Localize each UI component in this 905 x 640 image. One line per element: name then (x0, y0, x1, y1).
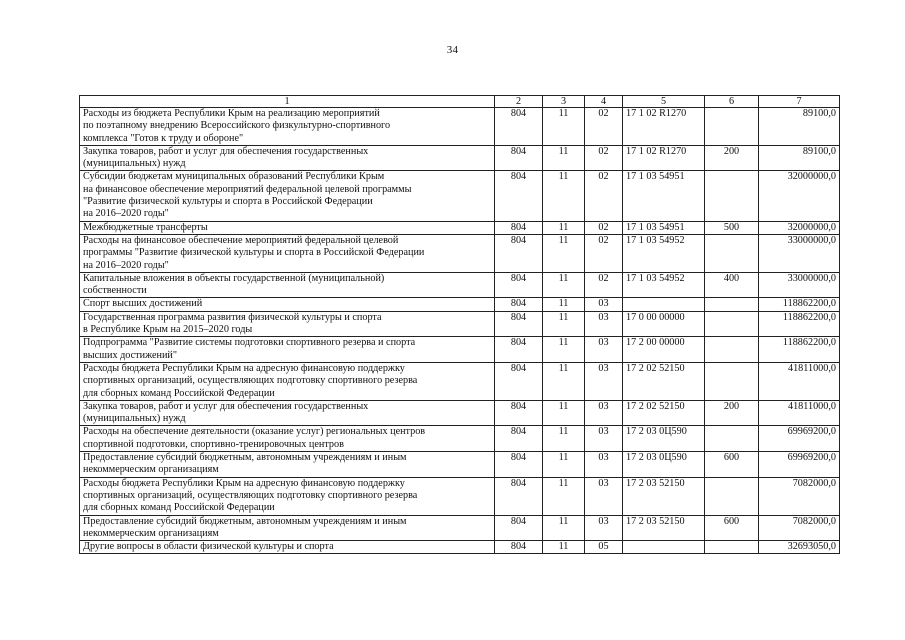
expense-name-line: программы "Развитие физической культуры и спорта в Российской Федерации (83, 247, 425, 259)
ministry-code-cell: 804 (495, 541, 543, 554)
section-code-cell: 11 (543, 515, 585, 541)
expense-name-line: (муниципальных) нужд (83, 158, 186, 170)
expense-name-line: Расходы на финансовое обеспечение мероприятий федеральной целевой (83, 234, 399, 246)
expense-name-line: Закупка товаров, работ и услуг для обеспечения государственных (83, 400, 369, 412)
table-row (80, 477, 840, 515)
amount-cell: 7082000,0 (759, 477, 840, 515)
section-code-cell: 11 (543, 145, 585, 171)
section-code-cell: 11 (543, 108, 585, 146)
ministry-code-cell: 804 (495, 108, 543, 146)
expense-name-cell (80, 108, 495, 146)
ministry-code-cell: 804 (495, 311, 543, 337)
expense-type-cell (705, 477, 759, 515)
expense-name-cell (80, 541, 495, 554)
expense-name-line: по поэтапному внедрению Всероссийского физкультурно-спортивного (83, 120, 391, 132)
expense-name-line: собственности (83, 285, 147, 297)
expense-name-cell (80, 426, 495, 452)
section-code-cell: 11 (543, 171, 585, 221)
table-row (80, 400, 840, 426)
expense-type-cell (705, 234, 759, 272)
section-code-cell: 11 (543, 272, 585, 298)
section-code-cell: 11 (543, 400, 585, 426)
section-code-cell: 11 (543, 221, 585, 234)
ministry-code-cell: 804 (495, 234, 543, 272)
subsection-code-cell: 02 (585, 234, 623, 272)
target-article-cell: 17 2 00 00000 (623, 337, 705, 363)
expense-name-cell (80, 298, 495, 311)
expense-name-line: для сборных команд Российской Федерации (83, 502, 275, 514)
subsection-code-cell: 05 (585, 541, 623, 554)
table-row (80, 515, 840, 541)
subsection-code-cell: 03 (585, 362, 623, 400)
expense-name-line: Государственная программа развития физической культуры и спорта (83, 311, 382, 323)
expense-type-cell (705, 171, 759, 221)
expense-name-line: Расходы на обеспечение деятельности (оказание услуг) региональных центров (83, 426, 426, 438)
table-body (80, 108, 840, 554)
section-code-cell: 11 (543, 337, 585, 363)
expense-type-cell: 500 (705, 221, 759, 234)
target-article-cell: 17 2 02 52150 (623, 400, 705, 426)
expense-type-cell: 200 (705, 400, 759, 426)
ministry-code-cell: 804 (495, 477, 543, 515)
amount-cell: 118862200,0 (759, 298, 840, 311)
subsection-code-cell: 02 (585, 108, 623, 146)
ministry-code-cell: 804 (495, 171, 543, 221)
amount-cell: 32000000,0 (759, 221, 840, 234)
subsection-code-cell: 02 (585, 272, 623, 298)
expense-name-line: Капитальные вложения в объекты государственной (муниципальной) (83, 272, 385, 284)
expense-name-line: Расходы бюджета Республики Крым на адресную финансовую поддержку (83, 477, 405, 489)
target-article-cell: 17 1 03 54952 (623, 272, 705, 298)
section-code-cell: 11 (543, 362, 585, 400)
expense-name-line: на финансовое обеспечение мероприятий федеральной целевой программы (83, 183, 412, 195)
amount-cell: 41811000,0 (759, 362, 840, 400)
table-row (80, 145, 840, 171)
subsection-code-cell: 03 (585, 298, 623, 311)
expense-name-line: спортивной подготовки, спортивно-тренировочных центров (83, 438, 344, 450)
expense-name-line: Межбюджетные трансферты (83, 221, 208, 233)
table-row (80, 298, 840, 311)
target-article-cell: 17 0 00 00000 (623, 311, 705, 337)
table-row (80, 171, 840, 221)
target-article-cell: 17 2 03 52150 (623, 477, 705, 515)
expense-name-line: спортивных организаций, осуществляющих подготовку спортивного резерва (83, 375, 418, 387)
target-article-cell (623, 298, 705, 311)
amount-cell: 69969200,0 (759, 452, 840, 478)
table-row (80, 221, 840, 234)
subsection-code-cell: 03 (585, 452, 623, 478)
expense-type-cell (705, 426, 759, 452)
table-row (80, 541, 840, 554)
table-row (80, 452, 840, 478)
target-article-cell: 17 2 02 52150 (623, 362, 705, 400)
expense-name-line: для сборных команд Российской Федерации (83, 387, 275, 399)
target-article-cell: 17 1 02 R1270 (623, 145, 705, 171)
expense-name-line: спортивных организаций, осуществляющих подготовку спортивного резерва (83, 489, 418, 501)
table-row (80, 108, 840, 146)
amount-cell: 32000000,0 (759, 171, 840, 221)
table-row (80, 272, 840, 298)
expense-name-cell (80, 234, 495, 272)
expense-name-line: Субсидии бюджетам муниципальных образований Республики Крым (83, 171, 385, 183)
ministry-code-cell: 804 (495, 515, 543, 541)
expense-name-line: Закупка товаров, работ и услуг для обеспечения государственных (83, 145, 369, 157)
table-header-row (80, 96, 840, 108)
amount-cell: 32693050,0 (759, 541, 840, 554)
expense-name-cell (80, 311, 495, 337)
table-row (80, 234, 840, 272)
expense-type-cell: 600 (705, 515, 759, 541)
expense-type-cell (705, 298, 759, 311)
subsection-code-cell: 02 (585, 171, 623, 221)
ministry-code-cell: 804 (495, 145, 543, 171)
ministry-code-cell: 804 (495, 337, 543, 363)
target-article-cell: 17 2 03 52150 (623, 515, 705, 541)
expense-name-line: Другие вопросы в области физической культуры и спорта (83, 541, 334, 553)
section-code-cell: 11 (543, 311, 585, 337)
expense-name-cell (80, 452, 495, 478)
table-row (80, 362, 840, 400)
subsection-code-cell: 03 (585, 337, 623, 363)
expense-name-line: Предоставление субсидий бюджетным, автономным учреждениям и иным (83, 452, 407, 464)
amount-cell: 41811000,0 (759, 400, 840, 426)
ministry-code-cell: 804 (495, 426, 543, 452)
expense-name-line: Предоставление субсидий бюджетным, автономным учреждениям и иным (83, 515, 407, 527)
ministry-code-cell: 804 (495, 452, 543, 478)
budget-table (79, 95, 840, 554)
section-code-cell: 11 (543, 541, 585, 554)
expense-name-line: (муниципальных) нужд (83, 413, 186, 425)
subsection-code-cell: 03 (585, 477, 623, 515)
table-row (80, 337, 840, 363)
col-header-2: 2 (495, 96, 543, 108)
expense-type-cell: 200 (705, 145, 759, 171)
expense-type-cell (705, 337, 759, 363)
col-header-1: 1 (80, 96, 495, 108)
expense-name-cell (80, 145, 495, 171)
expense-name-line: "Развитие физической культуры и спорта в Российской Федерации (83, 196, 373, 208)
target-article-cell: 17 1 03 54951 (623, 171, 705, 221)
target-article-cell: 17 1 03 54951 (623, 221, 705, 234)
ministry-code-cell: 804 (495, 298, 543, 311)
expense-type-cell (705, 311, 759, 337)
expense-name-cell (80, 515, 495, 541)
ministry-code-cell: 804 (495, 272, 543, 298)
col-header-5: 5 (623, 96, 705, 108)
expense-name-line: Подпрограмма "Развитие системы подготовки спортивного резерва и спорта (83, 337, 416, 349)
target-article-cell: 17 1 02 R1270 (623, 108, 705, 146)
expense-name-line: на 2016–2020 годы" (83, 259, 169, 271)
section-code-cell: 11 (543, 477, 585, 515)
amount-cell: 89100,0 (759, 145, 840, 171)
expense-name-line: некоммерческим организациям (83, 464, 219, 476)
expense-name-line: Спорт высших достижений (83, 298, 203, 310)
section-code-cell: 11 (543, 298, 585, 311)
subsection-code-cell: 03 (585, 426, 623, 452)
subsection-code-cell: 02 (585, 221, 623, 234)
col-header-3: 3 (543, 96, 585, 108)
section-code-cell: 11 (543, 426, 585, 452)
expense-name-line: в Республике Крым на 2015–2020 годы (83, 324, 253, 336)
expense-name-cell (80, 337, 495, 363)
amount-cell: 118862200,0 (759, 311, 840, 337)
expense-type-cell: 600 (705, 452, 759, 478)
expense-name-line: Расходы бюджета Республики Крым на адресную финансовую поддержку (83, 362, 405, 374)
expense-name-cell (80, 221, 495, 234)
subsection-code-cell: 03 (585, 515, 623, 541)
target-article-cell: 17 1 03 54952 (623, 234, 705, 272)
subsection-code-cell: 02 (585, 145, 623, 171)
col-header-7: 7 (759, 96, 840, 108)
amount-cell: 118862200,0 (759, 337, 840, 363)
amount-cell: 33000000,0 (759, 272, 840, 298)
ministry-code-cell: 804 (495, 362, 543, 400)
expense-name-line: некоммерческим организациям (83, 527, 219, 539)
col-header-6: 6 (705, 96, 759, 108)
expense-name-cell (80, 477, 495, 515)
expense-type-cell: 400 (705, 272, 759, 298)
target-article-cell: 17 2 03 0Ц590 (623, 426, 705, 452)
subsection-code-cell: 03 (585, 311, 623, 337)
expense-name-cell (80, 400, 495, 426)
col-header-4: 4 (585, 96, 623, 108)
expense-type-cell (705, 541, 759, 554)
target-article-cell (623, 541, 705, 554)
expense-name-cell (80, 272, 495, 298)
expense-name-line: комплекса "Готов к труду и обороне" (83, 132, 244, 144)
ministry-code-cell: 804 (495, 400, 543, 426)
ministry-code-cell: 804 (495, 221, 543, 234)
subsection-code-cell: 03 (585, 400, 623, 426)
amount-cell: 89100,0 (759, 108, 840, 146)
table-row (80, 426, 840, 452)
section-code-cell: 11 (543, 452, 585, 478)
amount-cell: 7082000,0 (759, 515, 840, 541)
expense-name-cell (80, 171, 495, 221)
expense-name-cell (80, 362, 495, 400)
table-row (80, 311, 840, 337)
target-article-cell: 17 2 03 0Ц590 (623, 452, 705, 478)
expense-type-cell (705, 362, 759, 400)
expense-name-line: высших достижений" (83, 349, 178, 361)
section-code-cell: 11 (543, 234, 585, 272)
expense-type-cell (705, 108, 759, 146)
amount-cell: 33000000,0 (759, 234, 840, 272)
amount-cell: 69969200,0 (759, 426, 840, 452)
expense-name-line: Расходы из бюджета Республики Крым на реализацию мероприятий (83, 108, 380, 119)
page-number: 34 (446, 44, 459, 56)
expense-name-line: на 2016–2020 годы" (83, 208, 169, 220)
